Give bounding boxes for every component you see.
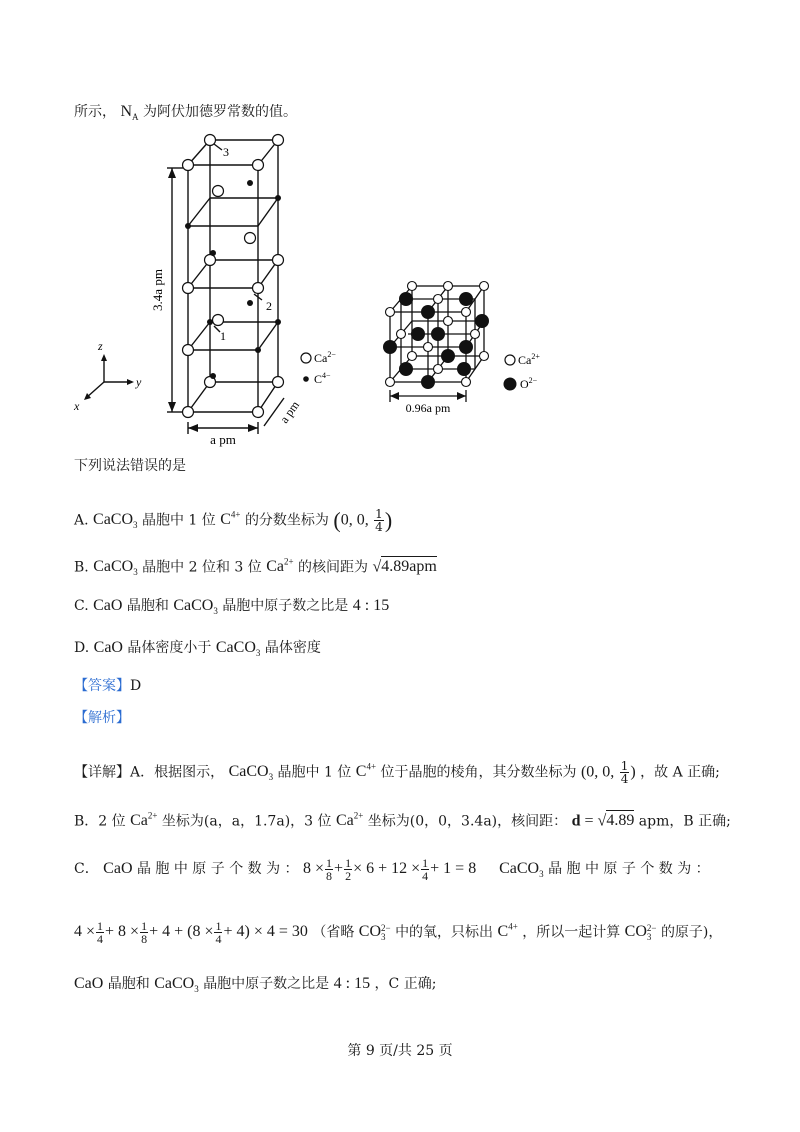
answer-value: D (130, 678, 142, 694)
cao-cell-figure (378, 278, 578, 418)
page-footer: 第 9 页/共 25 页 (347, 1043, 453, 1059)
option-a: A. CaCO$_3$ 晶胞中 1 位 $C^{4+}$ 的分数坐标为 (0, 0, $\frac{1}{4}$ ) (74, 506, 393, 534)
legend-ca2-label: $Ca^{2+}$ (518, 352, 540, 367)
detail-c-line3: CaO 晶胞和 CaCO$_3$ 晶胞中原子数之比是 4 : 15 ，C 正确; (74, 975, 437, 995)
cao-count-expression: 8 × $\frac{1}{8}$ + $\frac{1}{2}$ × 6 + 12 × $\frac{1}{4}$ + 1 = 8 (303, 855, 477, 883)
depth-label: a pm (276, 398, 303, 426)
caco3-cell-figure (70, 128, 336, 448)
axis-y-label: y (136, 375, 142, 389)
avogadro-symbol: $N_A$ (120, 103, 139, 123)
axis-z-label: z (98, 339, 103, 353)
question-stem: 下列说法错误的是 (74, 458, 186, 474)
option-b: B. CaCO$_3$ 晶胞中 2 位和 3 位 $Ca^{2+}$ 的核间距为 √4.89apm (74, 557, 437, 578)
detail-a: 【详解】A．根据图示， CaCO$_3$ 晶胞中 1 位 $C^{4+}$ 位于晶胞的棱角，其分数坐标为 (0, 0, $\frac{1}{4}$ ) ，故 A 正确; (74, 758, 720, 786)
cao-edge-label: 0.96a pm (405, 401, 451, 415)
width-label: a pm (210, 432, 236, 447)
marker-3: 3 (223, 145, 229, 159)
analysis-tag: 【解析】 (74, 710, 130, 726)
detail-c-line1: C． CaO 晶 胞 中 原 子 个 数 为 ： 8 × $\frac{1}{8}$ + $\frac{1}{2}$ × 6 + 12 × $\frac{1}{4}$ + 1 = 8 CaCO$_3$ 晶 胞 中 原 子 个 数 为 ： (74, 855, 710, 883)
intro-suffix: 为阿伏加德罗常数的值。 (142, 104, 297, 120)
option-d: D. CaO 晶体密度小于 CaCO$_3$ 晶体密度 (74, 639, 321, 659)
detail-c-line2: 4 × $\frac{1}{4}$ + 8 × $\frac{1}{8}$ + 4 + (8 × $\frac{1}{4}$ + 4) × 4 = 30 （省略 CO 2− 3 中的氧，只标出 $C^{4+}$ ，所以一起计算 CO 2− 3 的原子)， (74, 919, 723, 947)
legend-o-icon (504, 378, 517, 391)
marker-1: 1 (220, 329, 226, 343)
intro-prefix: 所示， (74, 104, 116, 120)
answer-tag: 【答案】 (74, 678, 130, 694)
legend-c-icon (303, 376, 309, 382)
legend-ca2-icon (505, 355, 515, 365)
legend-ca-label: $Ca^{2-}$ (314, 350, 336, 365)
answer-line (74, 676, 141, 696)
caco3-count-expression: 4 × $\frac{1}{4}$ + 8 × $\frac{1}{8}$ + 4 + (8 × $\frac{1}{4}$ + 4) × 4 = 30 (74, 919, 308, 947)
legend-c-label: $C^{4-}$ (314, 371, 331, 386)
detail-b: B．2 位 $Ca^{2+}$ 坐标为(a，a，1.7a)，3 位 $Ca^{2+}$ 坐标为(0，0，3.4a)，核间距： d = √4.89 apm，B 正确; (74, 811, 731, 830)
legend-ca-icon (301, 353, 311, 363)
legend-o-label: $O^{2-}$ (520, 376, 538, 391)
axis-x-label: x (74, 399, 80, 413)
option-c: C. CaO 晶胞和 CaCO$_3$ 晶胞中原子数之比是 4 : 15 (74, 597, 390, 617)
height-label: 3.4a pm (150, 269, 165, 311)
intro-line (74, 102, 297, 127)
marker-2: 2 (266, 299, 272, 313)
